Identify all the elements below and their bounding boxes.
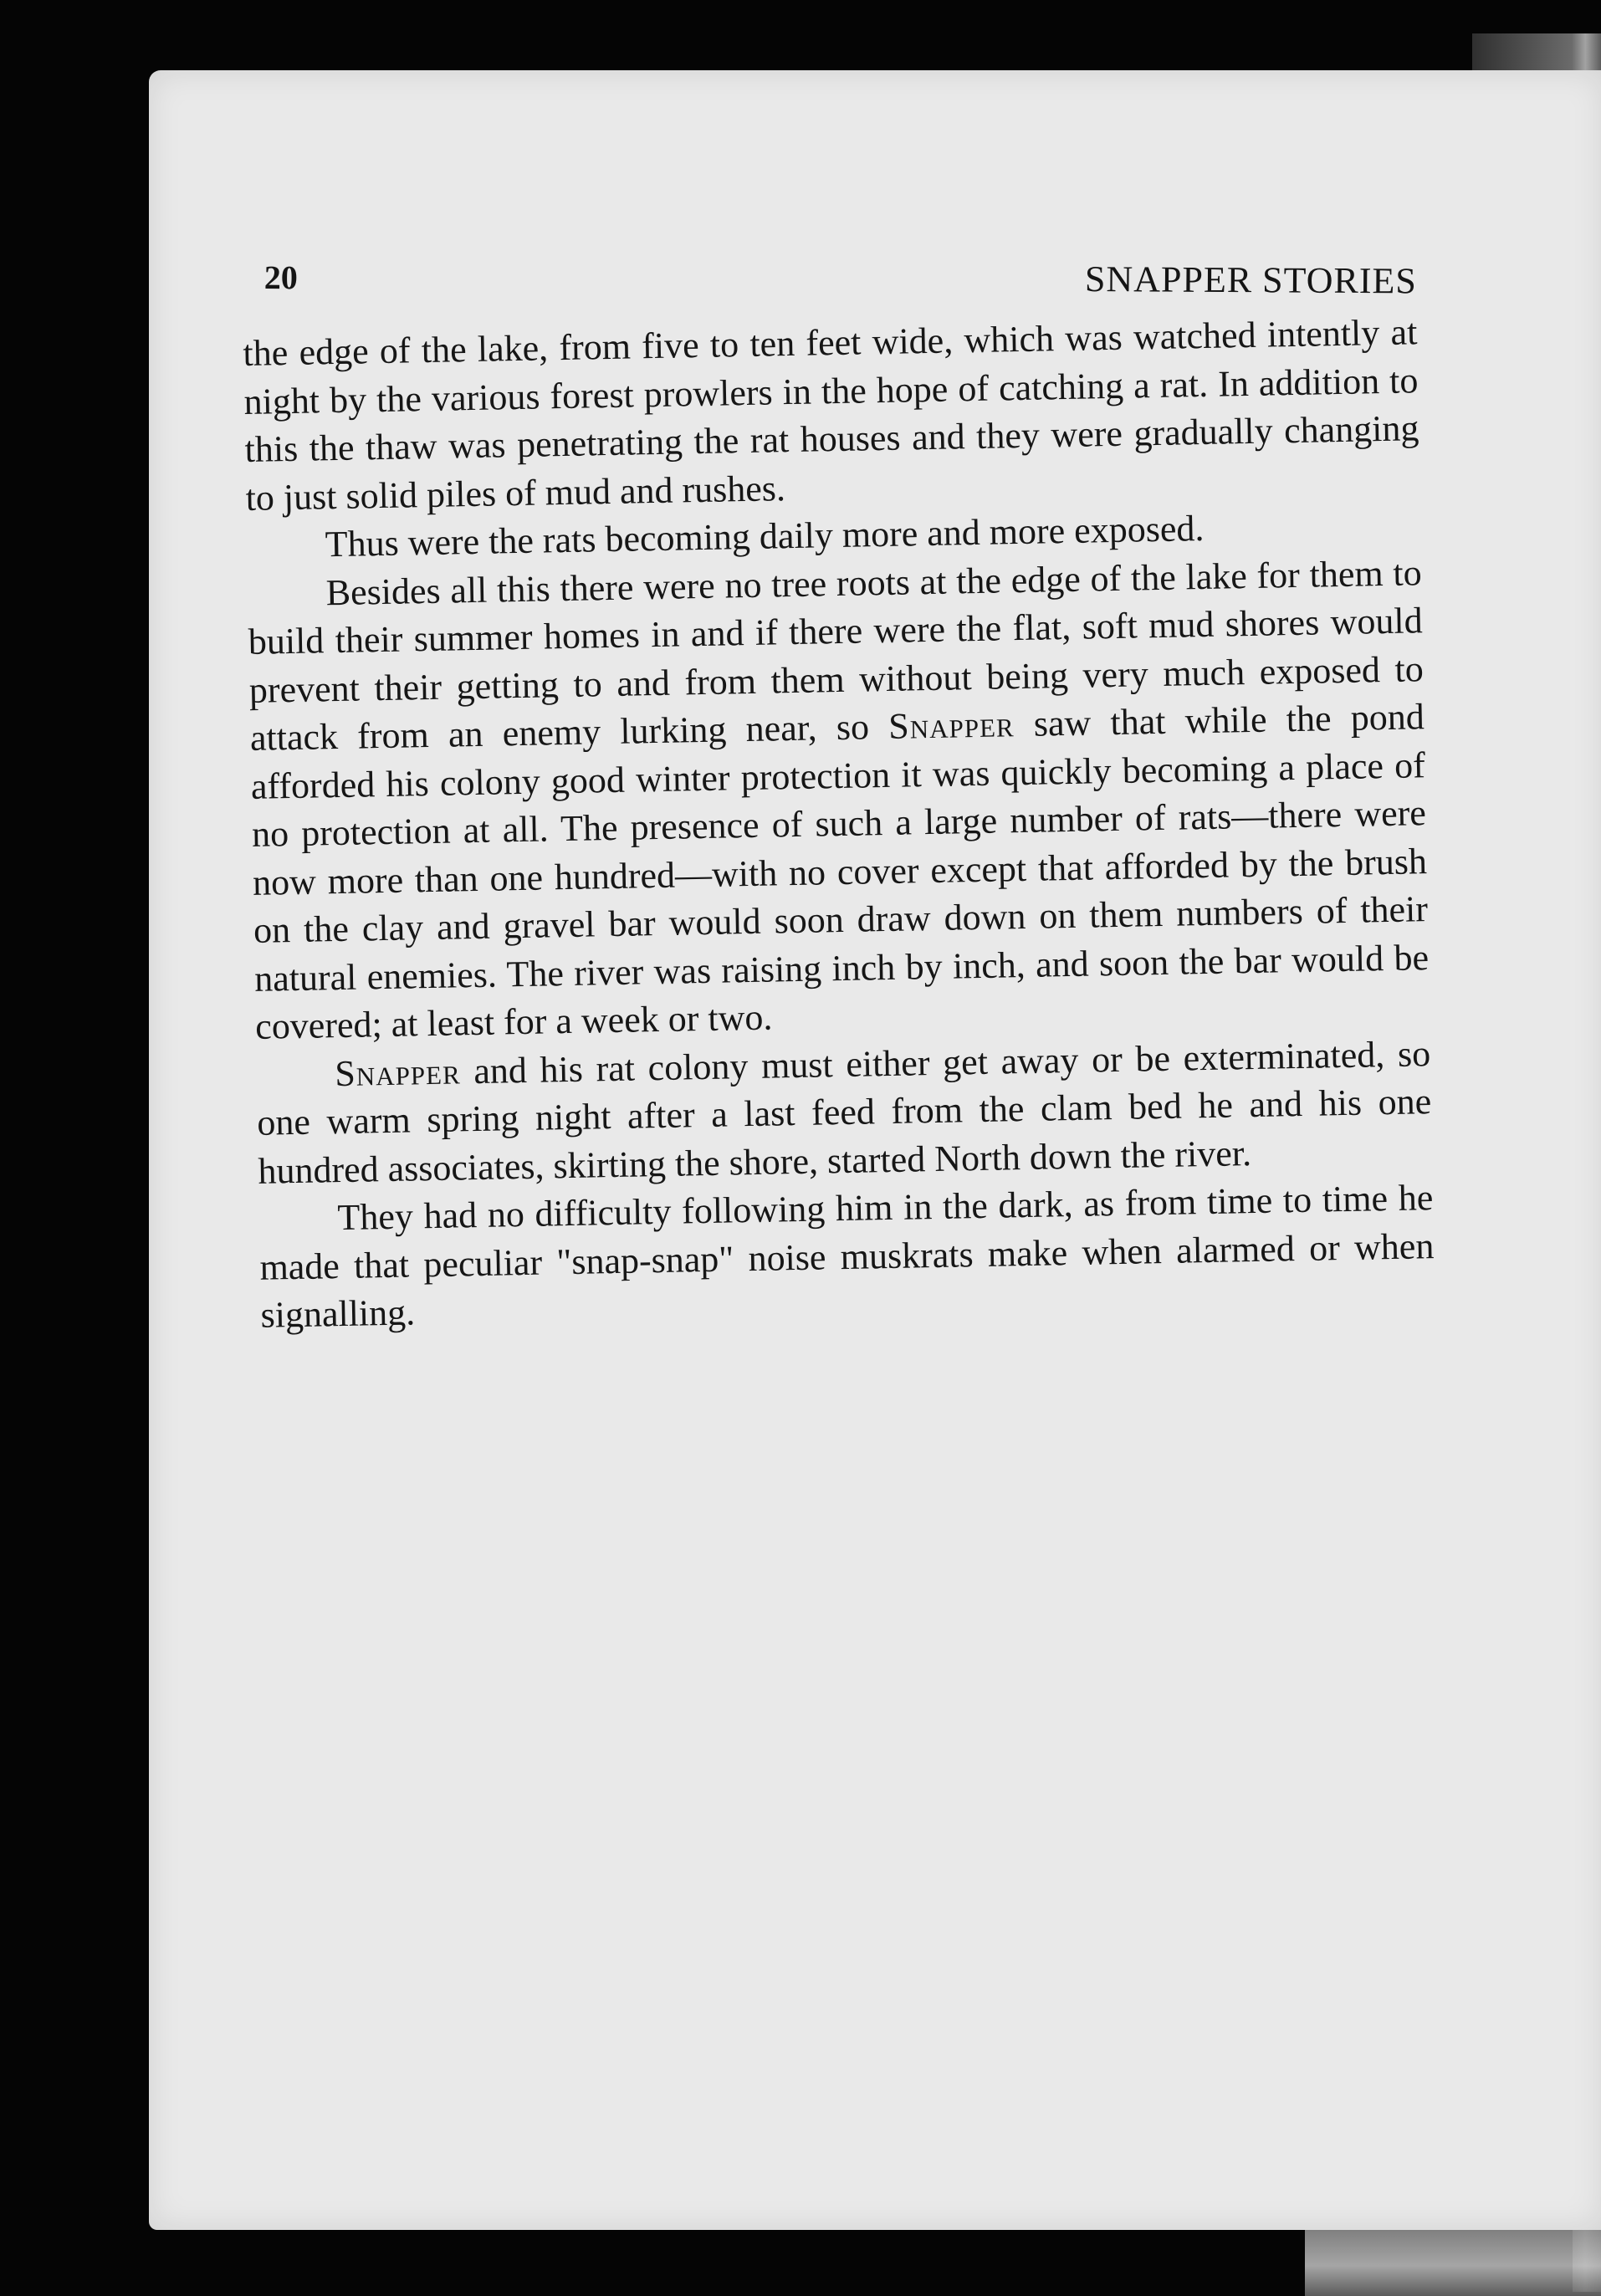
paragraph-1-text: the edge of the lake, from five to ten feet wide, which was watched intently at night by the various forest prowlers in the hope of catching a rat. In addition to this the thaw was penetrating the rat houses and they were gradually changing to just solid piles of mud and rushes. [243, 311, 1419, 519]
paragraph-3-text-before: Besides all this there were no tree roots at the edge of the lake for them to build their summer homes in and if there were the flat, soft mud shores would prevent their getting to and from them without being very much exposed to attack from an enemy lurking near, so [248, 551, 1425, 759]
paragraph-2-text: Thus were the rats becoming daily more and more exposed. [325, 507, 1205, 565]
paragraph-3-text-after: saw that while the pond afforded his colony good winter protection it was quickly becoming a place of no protection at all. The presence of such a large number of rats—there were now more than one hundred—with no cover except that afforded by the brush on the clay and gravel bar would soon draw down on them numbers of their natural enemies. The river was raising inch by inch, and soon the bar would be covered; at least for a week or two. [250, 696, 1430, 1047]
body-text [243, 308, 1435, 1339]
paragraph-4-text-after: and his rat colony must either get away or be exterminated, so one warm spring night after a last feed from the clam bed he and his one hundred associates, skirting the shore, started North down the river. [256, 1032, 1432, 1192]
paragraph-3 [247, 549, 1430, 1051]
paragraph-4 [256, 1030, 1433, 1195]
page-number: 20 [263, 258, 298, 297]
paragraph-5 [258, 1174, 1435, 1339]
paragraph-3-character-name: Snapper [887, 703, 1015, 747]
running-head: SNAPPER STORIES [1084, 258, 1417, 302]
paragraph-5-text: They had no difficulty following him in the dark, as from time to time he made that peculiar "snap-snap" noise muskrats make when alarmed or when signalling. [259, 1177, 1435, 1336]
page-header [264, 253, 1417, 309]
paragraph-1 [243, 308, 1420, 522]
scan-edge-bottom-right [1305, 2221, 1601, 2296]
paragraph-4-character-name: Snapper [334, 1050, 462, 1094]
